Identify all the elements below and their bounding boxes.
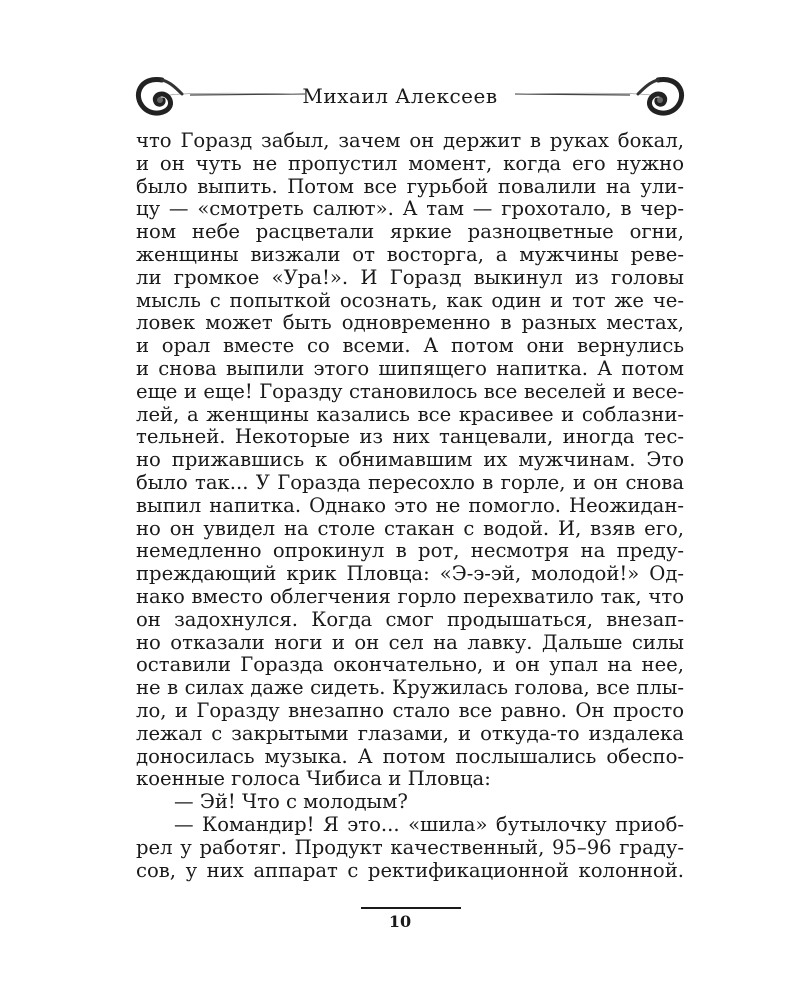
text-line: тельней. Некоторые из них танцевали, иногда тес-	[136, 425, 684, 449]
text-line: лей, а женщины казались все красивее и соблазни-	[136, 402, 684, 426]
dialogue-line: — Командир! Я это... «шила» бутылочку приоб-	[174, 812, 684, 836]
text-line: оставили Горазда окончательно, и он упал на нее,	[136, 653, 684, 677]
text-line: еще и еще! Горазду становилось все веселей и весе-	[136, 379, 684, 403]
text-line: но отказали ноги и он сел на лавку. Дальше силы	[136, 630, 684, 654]
text-line: немедленно опрокинул в рот, несмотря на преду-	[136, 539, 684, 563]
text-line: мысль с попыткой осознать, как один и тот же че-	[136, 288, 684, 312]
text-line: сов, у них аппарат с ректификационной колонной.	[136, 858, 684, 882]
text-line: было так... У Горазда пересохло в горле, и он снова	[136, 470, 684, 494]
text-line: нако вместо облегчения горло перехватило так, что	[136, 584, 684, 608]
text-line: женщины визжали от восторга, а мужчины реве-	[136, 242, 684, 266]
text-line: ловек может быть одновременно в разных местах,	[136, 311, 684, 335]
text-line: ном небе расцветали яркие разноцветные огни,	[136, 220, 684, 244]
footer-divider	[361, 907, 461, 909]
text-line: и он чуть не пропустил момент, когда его нужно	[136, 151, 684, 175]
dialogue-line: — Эй! Что с молодым?	[174, 790, 408, 814]
text-line: ло, и Горазду внезапно стало все равно. Он просто	[136, 698, 684, 722]
text-line: было выпить. Потом все гурьбой повалили на ули-	[136, 174, 684, 198]
text-line: и орал вместе со всеми. А потом они вернулись	[136, 334, 684, 358]
text-line: ли громкое «Ура!». И Горазд выкинул из головы	[136, 265, 684, 289]
page-number: 10	[388, 912, 412, 931]
text-line: лежал с закрытыми глазами, и откуда-то издалека	[136, 721, 684, 745]
running-header	[0, 70, 800, 120]
text-line: но прижавшись к обнимавшим их мужчинам. Это	[136, 448, 684, 472]
text-line: цу — «смотреть салют». А там — грохотало, в чер-	[136, 197, 684, 221]
text-line: рел у работяг. Продукт качественный, 95–96 граду-	[136, 835, 684, 859]
text-line: не в силах даже сидеть. Кружилась голова, все плы-	[136, 676, 684, 700]
text-line: доносилась музыка. А потом послышались обеспо-	[136, 744, 684, 768]
text-line: коенные голоса Чибиса и Пловца:	[136, 767, 491, 791]
text-line: выпил напитка. Однако это не помогло. Неожидан-	[136, 493, 684, 517]
body-text	[136, 130, 684, 882]
right-ornament-icon	[510, 72, 690, 118]
text-line: преждающий крик Пловца: «Э-э-эй, молодой!» Од-	[136, 562, 684, 586]
text-line: но он увидел на столе стакан с водой. И, взяв его,	[136, 516, 684, 540]
text-line: он задохнулся. Когда смог продышаться, внезап-	[136, 607, 684, 631]
running-header-title: Михаил Алексеев	[302, 84, 498, 108]
text-line: что Горазд забыл, зачем он держит в руках бокал,	[136, 129, 684, 152]
text-line: и снова выпили этого шипящего напитка. А потом	[136, 356, 684, 380]
